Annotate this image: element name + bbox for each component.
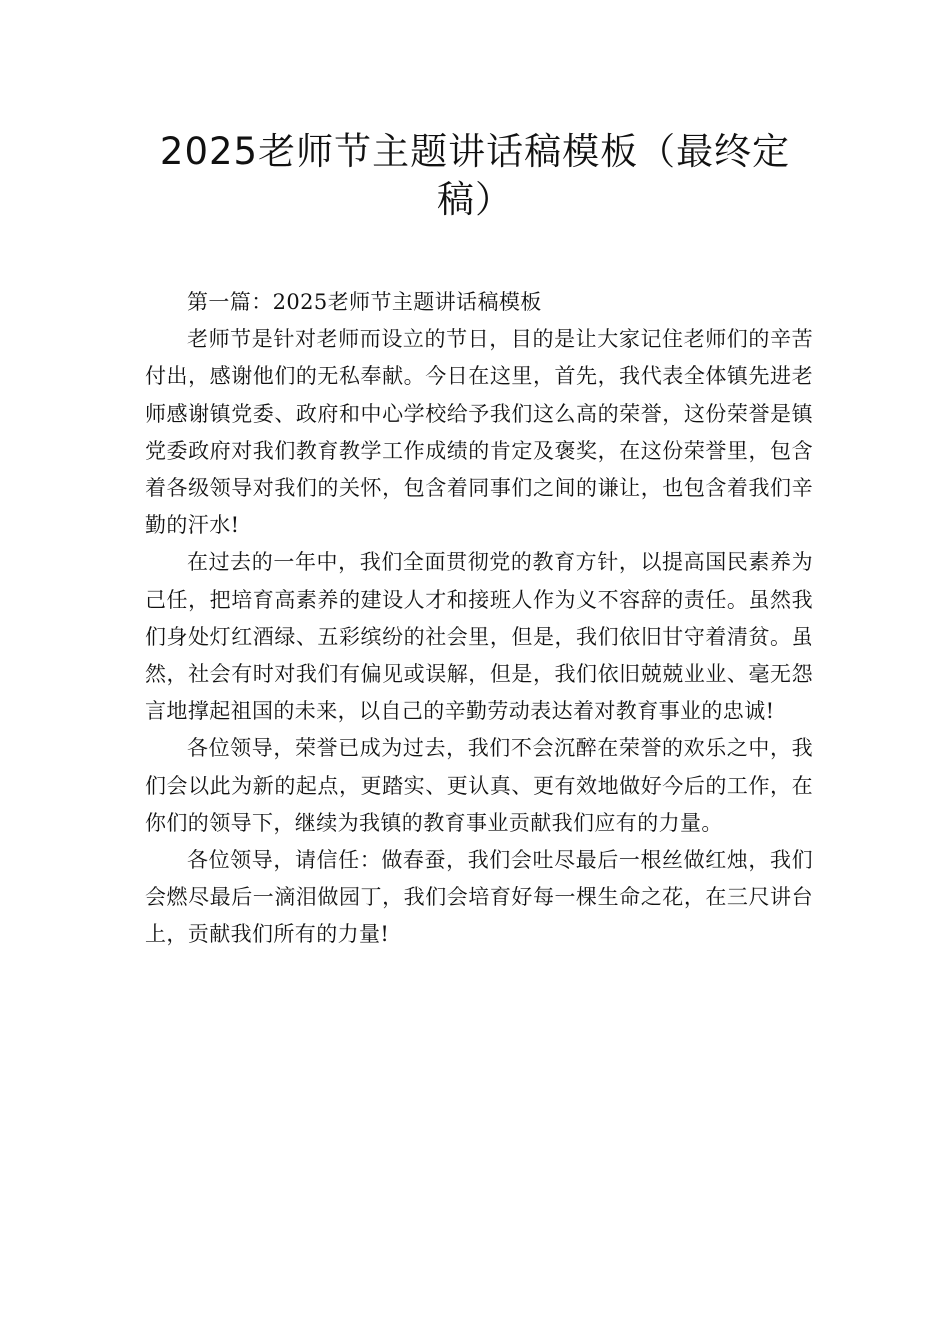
paragraph-4: 各位领导，请信任：做春蚕，我们会吐尽最后一根丝做红烛，我们会燃尽最后一滴泪做园丁，我们会培育好每一棵生命之花，在三尺讲台上，贡献我们所有的力量!	[145, 848, 813, 947]
section-heading: 第一篇：2025老师节主题讲话稿模板	[187, 290, 542, 314]
paragraph-2: 在过去的一年中，我们全面贯彻党的教育方针，以提高国民素养为己任，把培育高素养的建设人才和接班人作为义不容辞的责任。虽然我们身处灯红酒绿、五彩缤纷的社会里，但是，我们依旧甘守着清贫。虽然，社会有时对我们有偏见或误解，但是，我们依旧兢兢业业、毫无怨言地撑起祖国的未来，以自己的辛勤劳动表达着对教育事业的忠诚!	[145, 550, 813, 724]
paragraph-3: 各位领导，荣誉已成为过去，我们不会沉醉在荣誉的欢乐之中，我们会以此为新的起点，更踏实、更认真、更有效地做好今后的工作，在你们的领导下，继续为我镇的教育事业贡献我们应有的力量。	[145, 736, 813, 835]
paragraph-1: 老师节是针对老师而设立的节日，目的是让大家记住老师们的辛苦付出，感谢他们的无私奉献。今日在这里，首先，我代表全体镇先进老师感谢镇党委、政府和中心学校给予我们这么高的荣誉，这份荣誉是镇党委政府对我们教育教学工作成绩的肯定及褒奖，在这份荣誉里，包含着各级领导对我们的关怀，包含着同事们之间的谦让，也包含着我们辛勤的汗水!	[145, 327, 813, 538]
document-title: 2025老师节主题讲话稿模板（最终定稿）	[159, 130, 791, 221]
document-body	[145, 284, 813, 954]
